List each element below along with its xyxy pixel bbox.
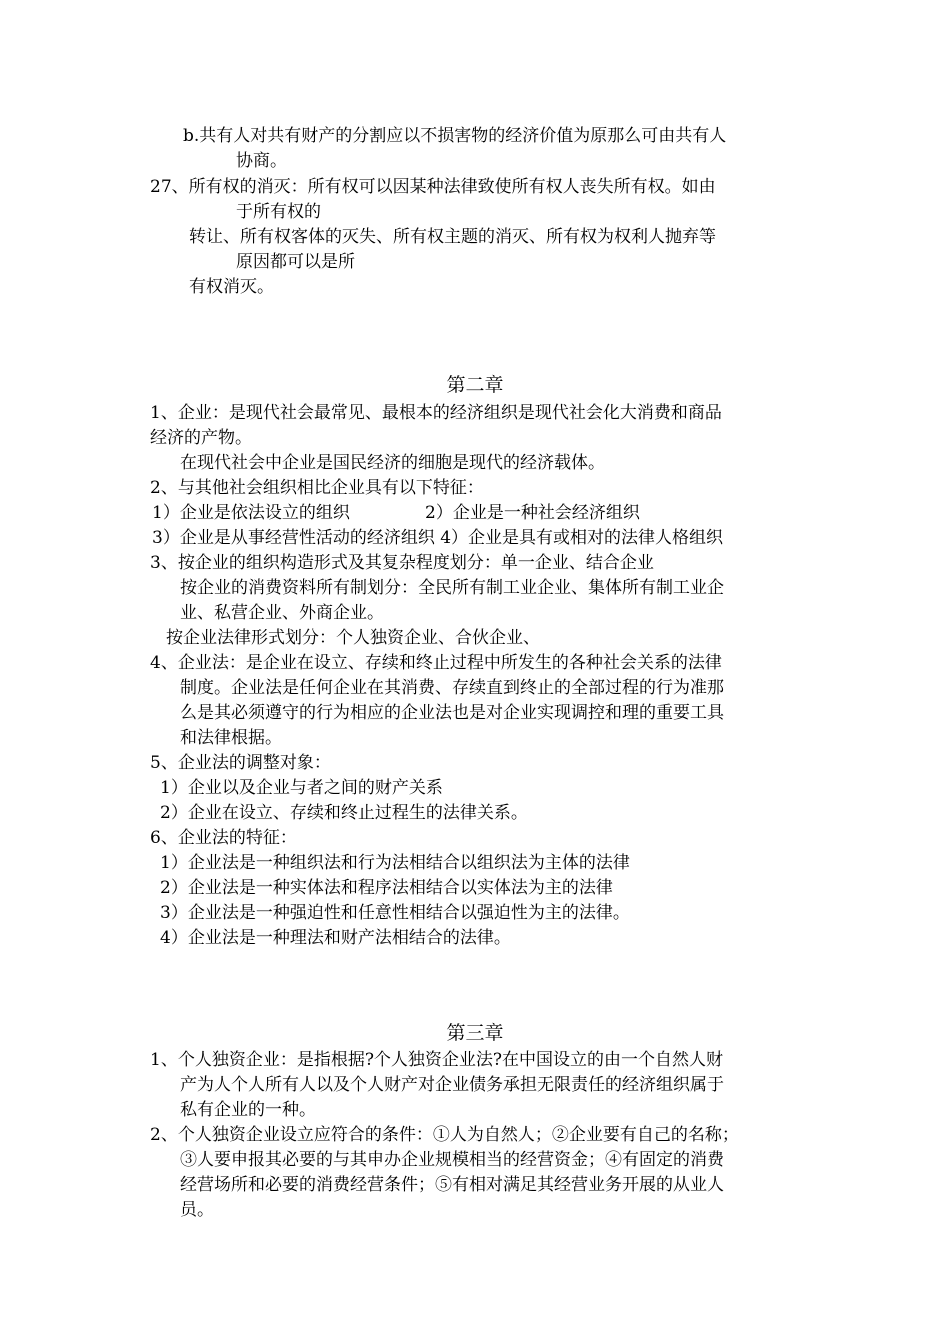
text-line: 原因都可以是所	[236, 252, 355, 272]
text-line: b.共有人对共有财产的分割应以不损害物的经济价值为原那么可由共有人	[183, 126, 727, 146]
text-line: 经营场所和必要的消费经营条件；⑤有相对满足其经营业务开展的从业人	[180, 1175, 724, 1195]
text-line: 按企业的消费资料所有制划分：全民所有制工业企业、集体所有制工业企	[180, 578, 724, 598]
text-line: 产为人个人所有人以及个人财产对企业债务承担无限责任的经济组织属于	[180, 1075, 724, 1095]
text-line: 27、所有权的消灭：所有权可以因某种法律致使所有权人丧失所有权。如由	[150, 177, 716, 197]
text-line: ③人要申报其必要的与其申办企业规模相当的经营资金；④有固定的消费	[180, 1150, 724, 1170]
text-line: 1、企业：是现代社会最常见、最根本的经济组织是现代社会化大消费和商品	[150, 403, 722, 423]
text-line: 2）企业法是一种实体法和程序法相结合以实体法为主的法律	[160, 878, 613, 898]
text-line: 6、企业法的特征：	[150, 828, 297, 848]
text-line: 么是其必须遵守的行为相应的企业法也是对企业实现调控和理的重要工具	[180, 703, 724, 723]
text-line: 制度。企业法是任何企业在其消费、存续直到终止的全部过程的行为准那	[180, 678, 724, 698]
text-line: 和法律根据。	[180, 728, 282, 748]
text-line: 4）企业法是一种理法和财产法相结合的法律。	[160, 928, 511, 948]
text-line: 协商。	[236, 151, 287, 171]
text-line: 经济的产物。	[150, 428, 252, 448]
text-line: 按企业法律形式划分：个人独资企业、合伙企业、	[166, 628, 540, 648]
text-line: 2、个人独资企业设立应符合的条件：①人为自然人；②企业要有自己的名称；	[150, 1125, 739, 1145]
text-line: 3）企业法是一种强迫性和任意性相结合以强迫性为主的法律。	[160, 903, 630, 923]
text-line: 于所有权的	[236, 202, 321, 222]
text-line: 4、企业法：是企业在设立、存续和终止过程中所发生的各种社会关系的法律	[150, 653, 722, 673]
text-line: 5、企业法的调整对象：	[150, 753, 331, 773]
text-line: 1）企业法是一种组织法和行为法相结合以组织法为主体的法律	[160, 853, 630, 873]
text-line: 1）企业是依法设立的组织	[152, 503, 350, 523]
text-line: 2、与其他社会组织相比企业具有以下特征：	[150, 478, 484, 498]
text-line: 1、个人独资企业：是指根据?个人独资企业法?在中国设立的由一个自然人财	[150, 1050, 724, 1070]
chapter-title: 第二章	[446, 374, 504, 396]
text-line: 私有企业的一种。	[180, 1100, 316, 1120]
text-line: 2）企业是一种社会经济组织	[425, 503, 640, 523]
text-line: 3）企业是从事经营性活动的经济组织 4）企业是具有或相对的法律人格组织	[152, 528, 724, 548]
text-line: 有权消灭。	[189, 277, 274, 297]
text-line: 转让、所有权客体的灭失、所有权主题的消灭、所有权为权利人抛弃等	[189, 227, 716, 247]
text-line: 业、私营企业、外商企业。	[180, 603, 384, 623]
text-line: 1）企业以及企业与者之间的财产关系	[160, 778, 443, 798]
text-line: 员。	[180, 1200, 214, 1220]
text-line: 在现代社会中企业是国民经济的细胞是现代的经济载体。	[180, 453, 605, 473]
text-line: 2）企业在设立、存续和终止过程生的法律关系。	[160, 803, 528, 823]
text-line: 3、按企业的组织构造形式及其复杂程度划分：单一企业、结合企业	[150, 553, 654, 573]
chapter-title: 第三章	[446, 1022, 504, 1044]
